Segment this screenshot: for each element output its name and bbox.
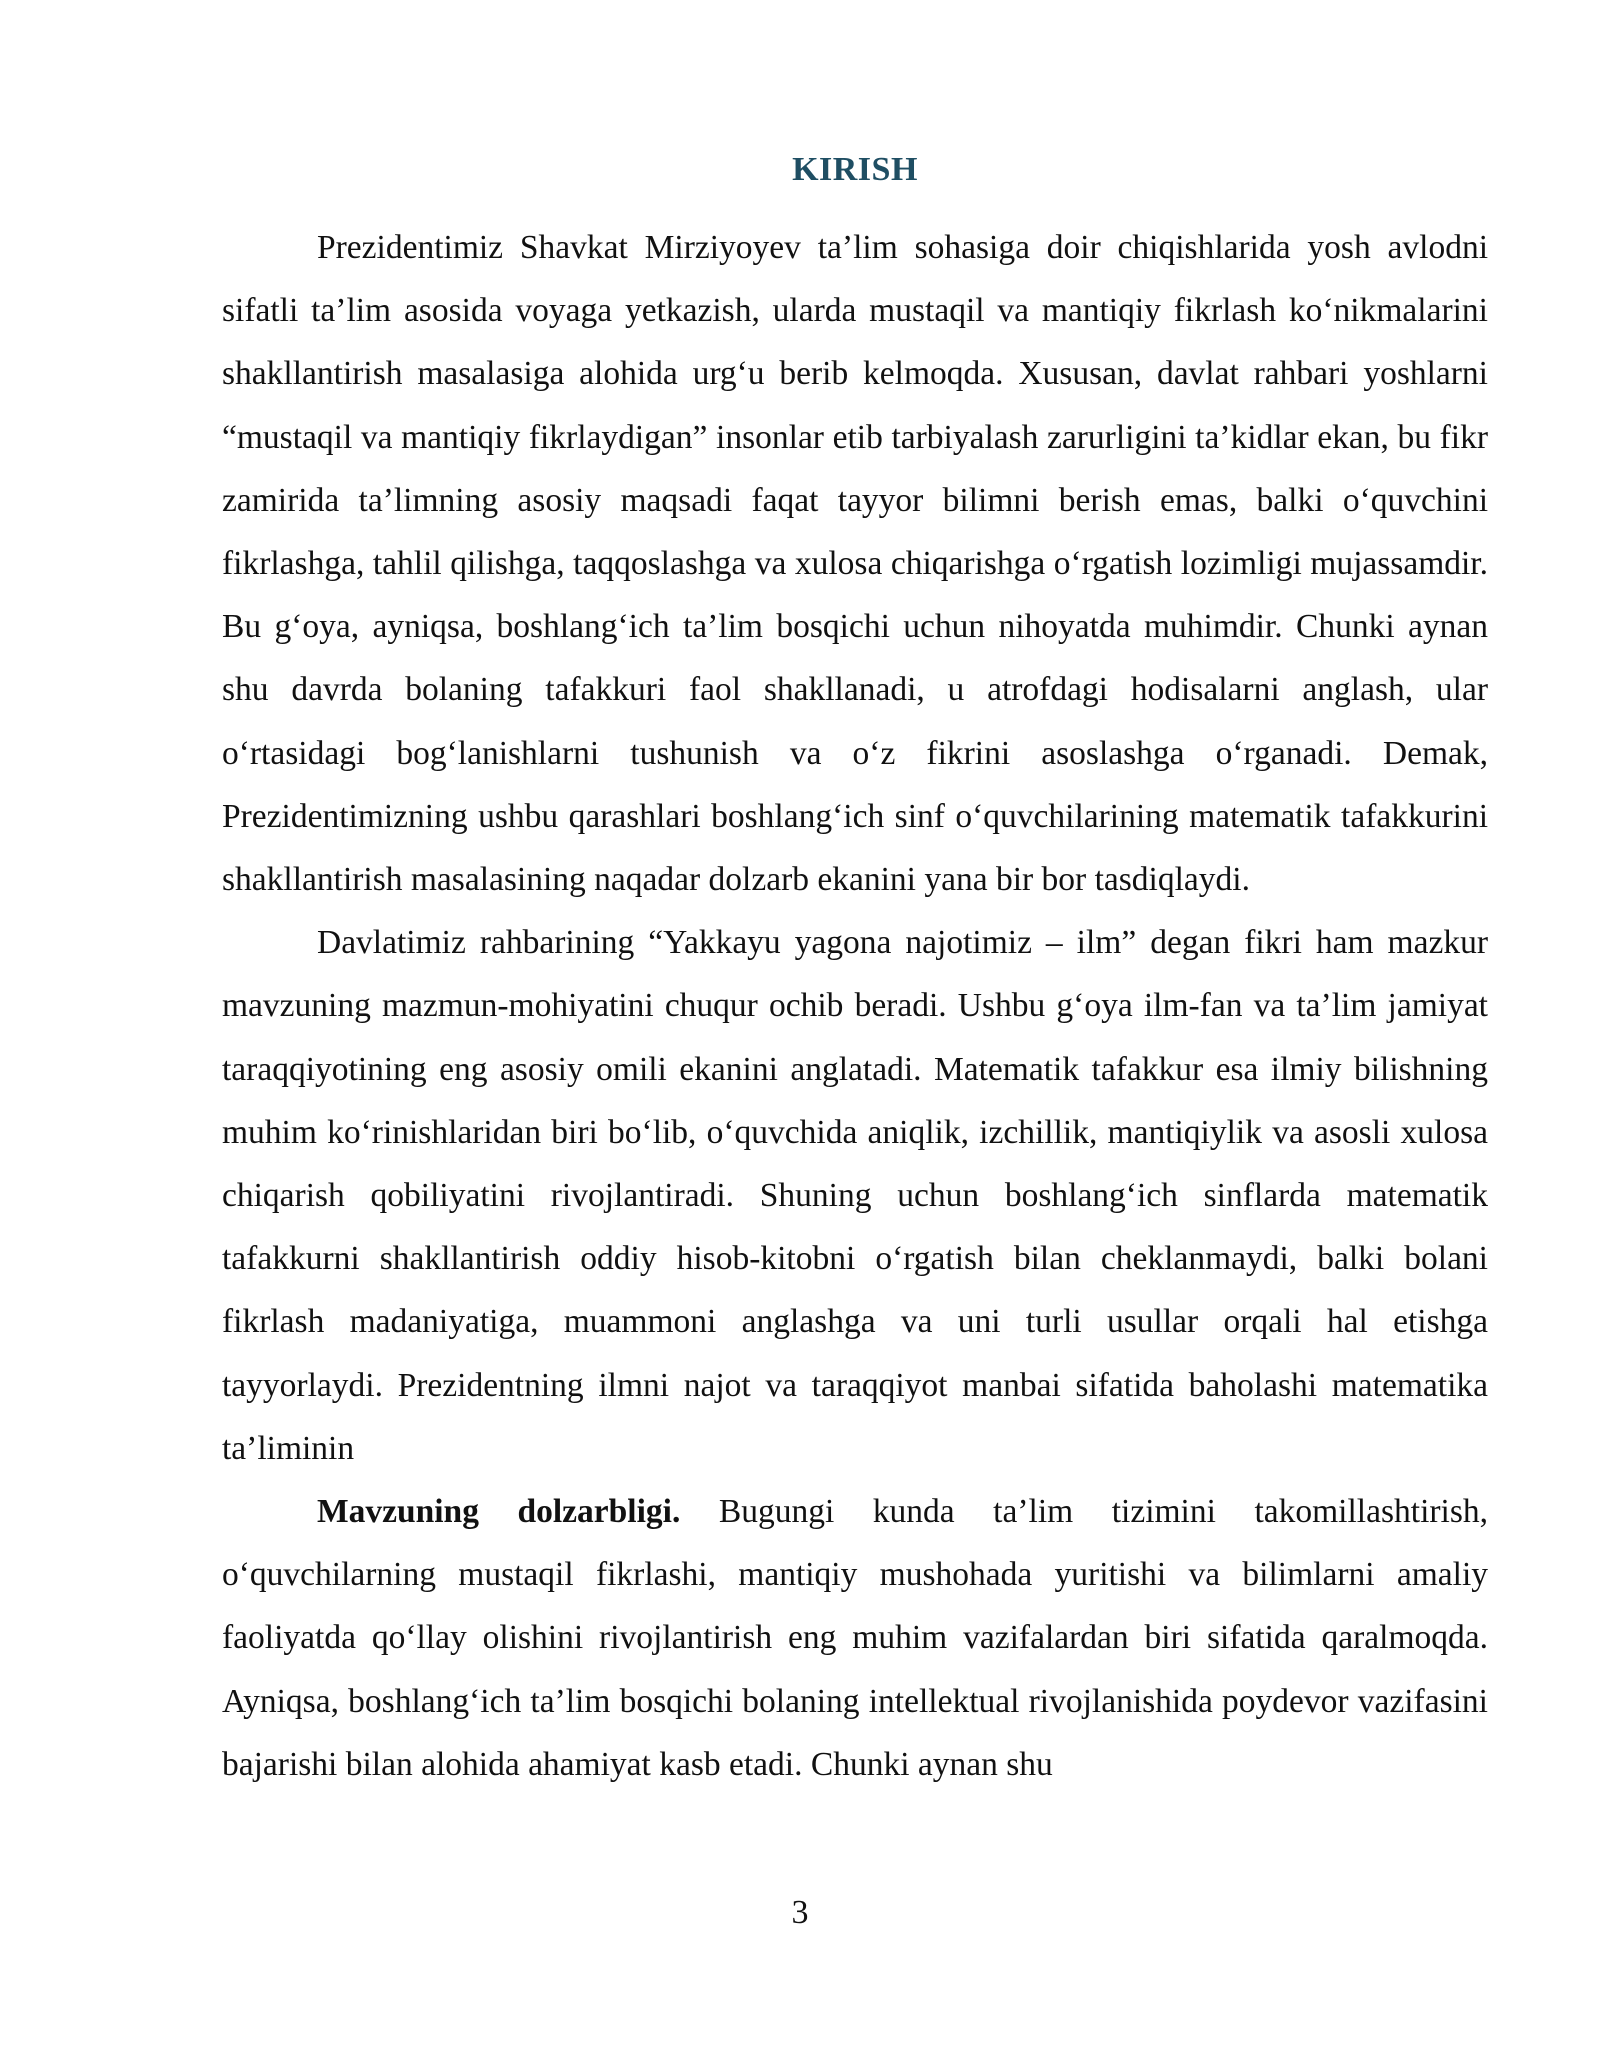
section-heading: KIRISH <box>792 151 918 188</box>
document-page <box>222 140 1488 1796</box>
paragraph-3-text: Bugungi kunda ta’lim tizimini takomillashtirish, o‘quvchilarning mustaqil fikrlashi, mantiqiy mushohada yuritishi va bilimlarni amaliy faoliyatda qo‘llay olishini rivojlantirish eng muhim vazifalardan biri sifatida qaralmoqda. Ayniqsa, boshlang‘ich ta’lim bosqichi bolaning intellektual rivojlanishida poydevor vazifasini bajarishi bilan alohida ahamiyat kasb etadi. Chunki aynan shu <box>222 1493 1488 1783</box>
paragraph-1 <box>222 216 1488 911</box>
paragraph-2 <box>222 911 1488 1480</box>
paragraph-3 <box>222 1480 1488 1796</box>
paragraph-2-text: Davlatimiz rahbarining “Yakkayu yagona najotimiz – ilm” degan fikri ham mazkur mavzuning mazmun-mohiyatini chuqur ochib beradi. Ushbu g‘oya ilm-fan va ta’lim jamiyat taraqqiyotining eng asosiy omili ekanini anglatadi. Matematik tafakkur esa ilmiy bilishning muhim ko‘rinishlaridan biri bo‘lib, o‘quvchida aniqlik, izchillik, mantiqiylik va asosli xulosa chiqarish qobiliyatini rivojlantiradi. Shuning uchun boshlang‘ich sinflarda matematik tafakkurni shakllantirish oddiy hisob-kitobni o‘rgatish bilan cheklanmaydi, balki bolani fikrlash madaniyatiga, muammoni anglashga va uni turli usullar orqali hal etishga tayyorlaydi. Prezidentning ilmni najot va taraqqiyot manbai sifatida baholashi matematika ta’liminin <box>222 924 1488 1467</box>
paragraph-3-bold-lead: Mavzuning dolzarbligi. <box>317 1493 681 1531</box>
page-number: 3 <box>791 1894 809 1931</box>
paragraph-1-text: Prezidentimiz Shavkat Mirziyoyev ta’lim sohasiga doir chiqishlarida yosh avlodni sifatli ta’lim asosida voyaga yetkazish, ularda mustaqil va mantiqiy fikrlash ko‘nikmalarini shakllantirish masalasiga alohida urg‘u berib kelmoqda. Xususan, davlat rahbari yoshlarni “mustaqil va mantiqiy fikrlaydigan” insonlar etib tarbiyalash zarurligini ta’kidlar ekan, bu fikr zamirida ta’limning asosiy maqsadi faqat tayyor bilimni berish emas, balki o‘quvchini fikrlashga, tahlil qilishga, taqqoslashga va xulosa chiqarishga o‘rgatish lozimligi mujassamdir. Bu g‘oya, ayniqsa, boshlang‘ich ta’lim bosqichi uchun nihoyatda muhimdir. Chunki aynan shu davrda bolaning tafakkuri faol shakllanadi, u atrofdagi hodisalarni anglash, ular o‘rtasidagi bog‘lanishlarni tushunish va o‘z fikrini asoslashga o‘rganadi. Demak, Prezidentimizning ushbu qarashlari boshlang‘ich sinf o‘quvchilarining matematik tafakkurini shakllantirish masalasining naqadar dolzarb ekanini yana bir bor tasdiqlaydi. <box>222 229 1488 899</box>
